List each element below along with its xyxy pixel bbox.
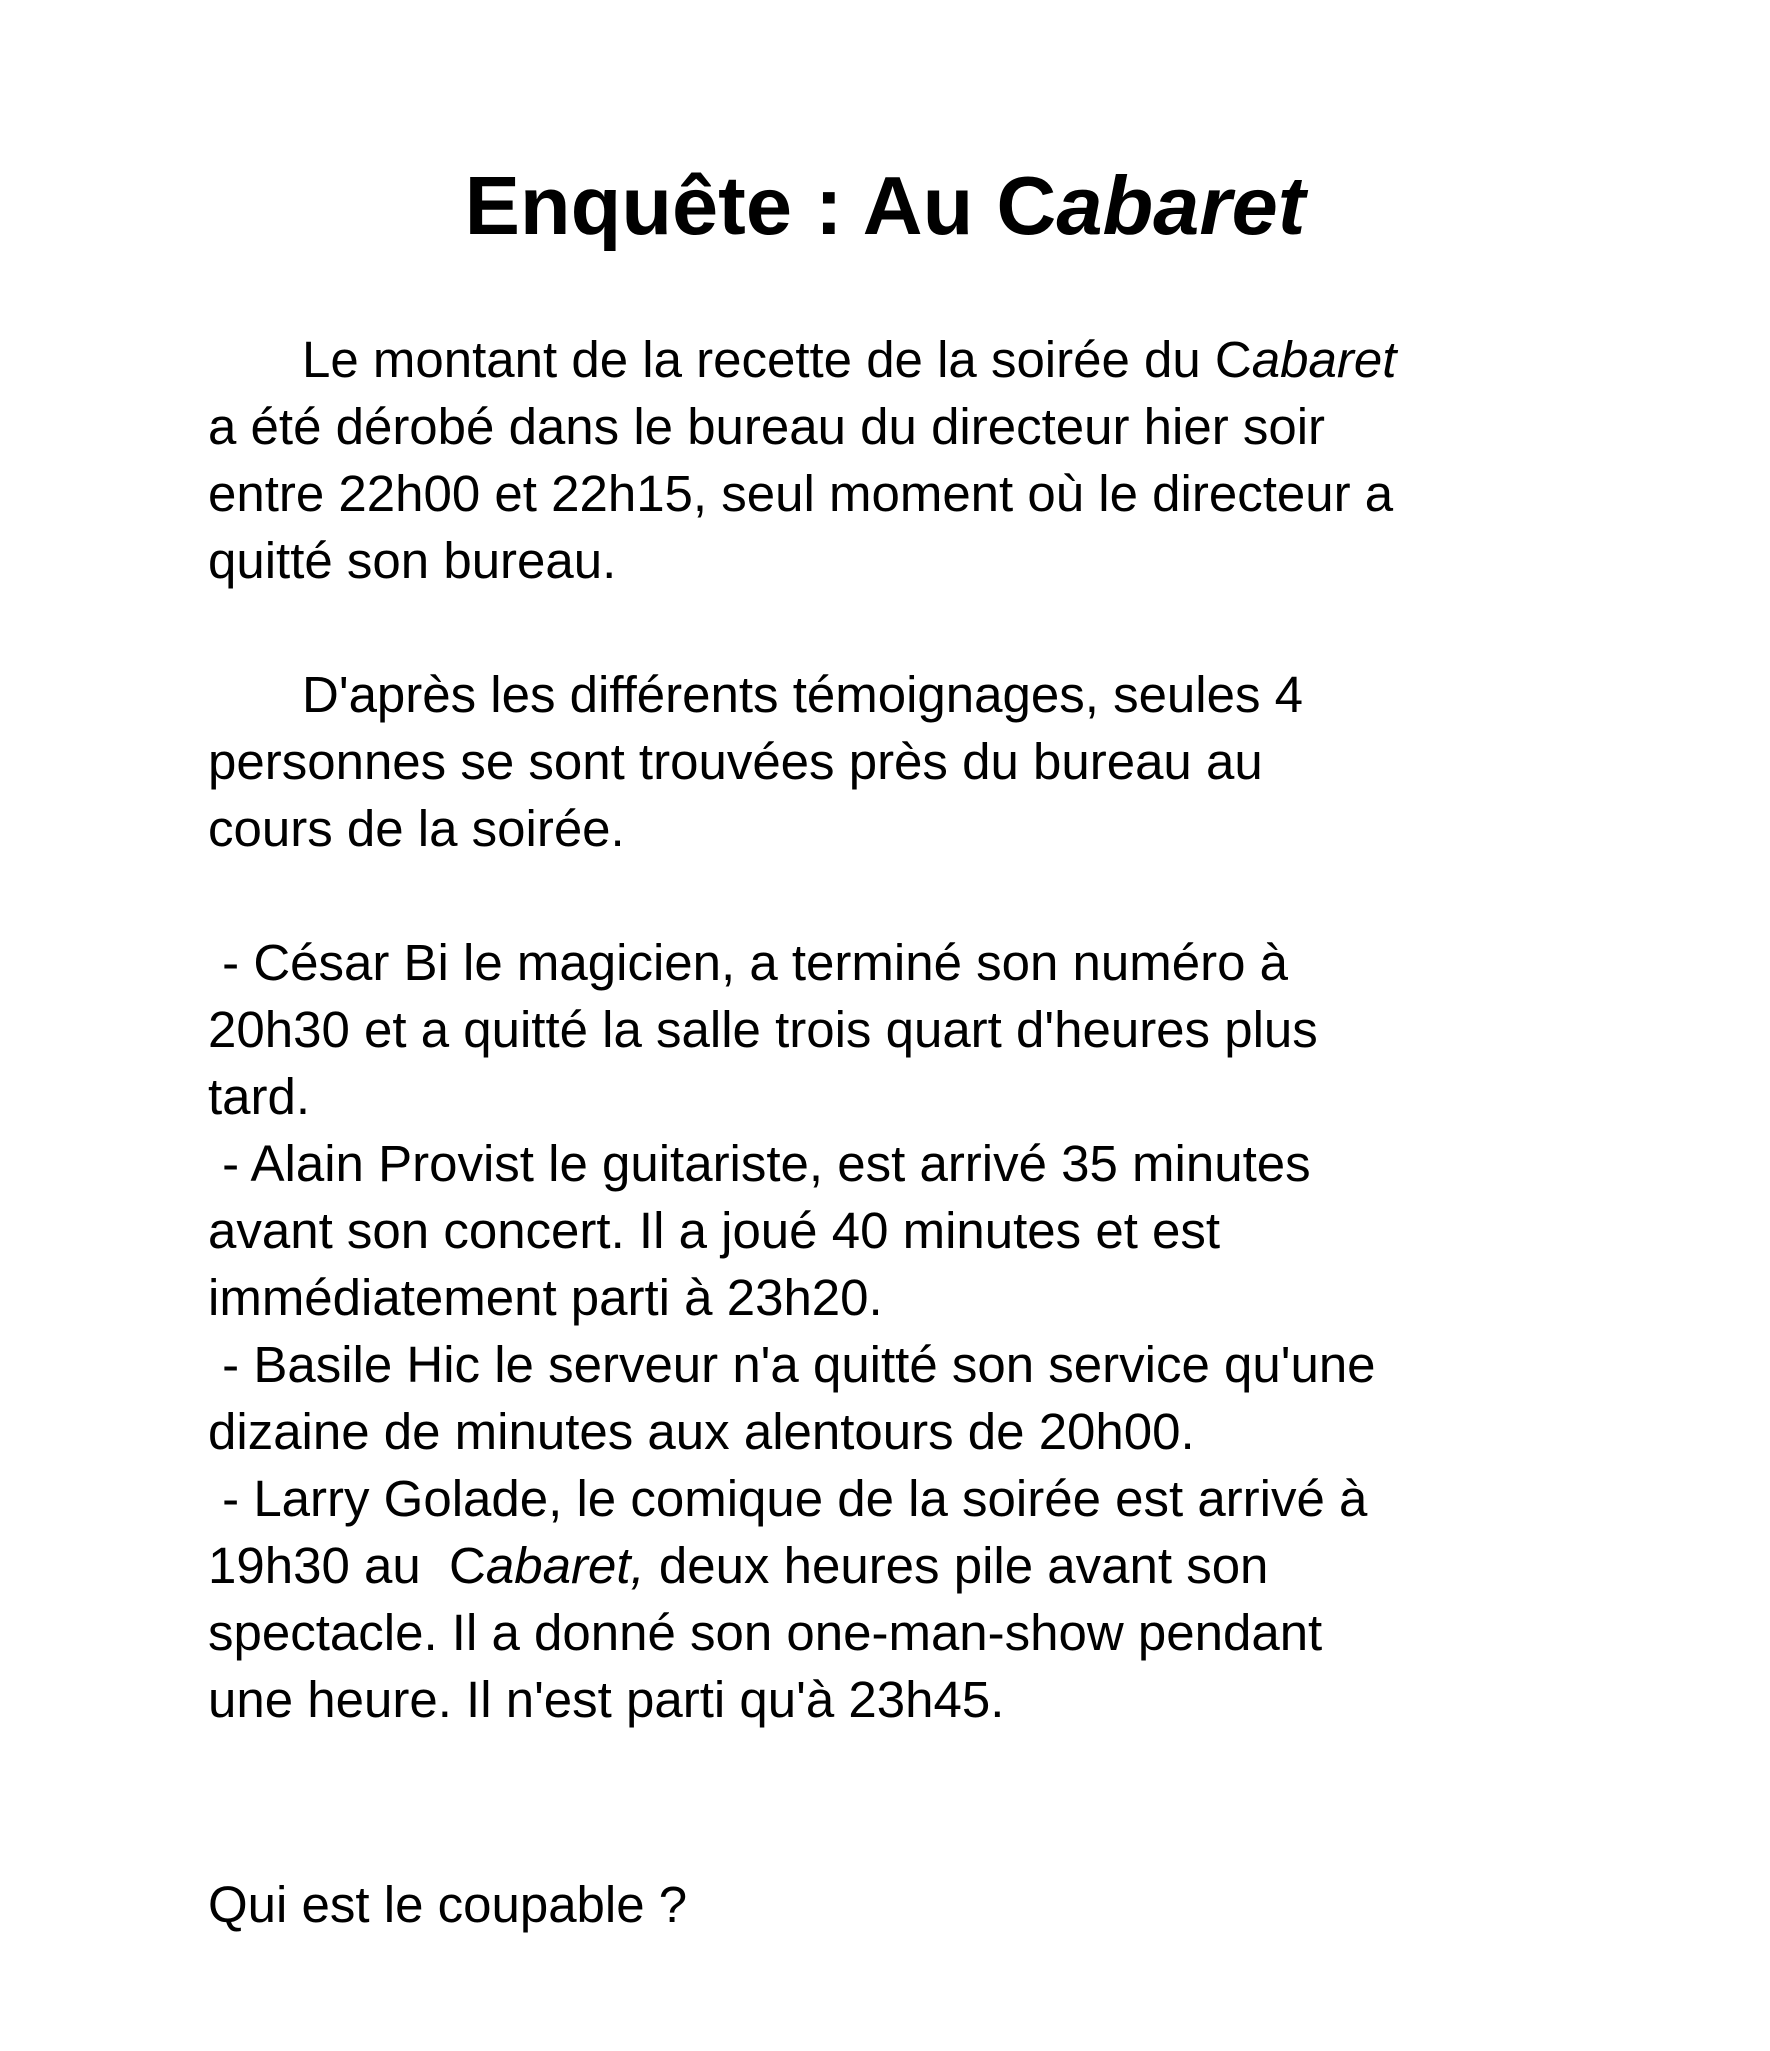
text-line: tard. [208, 1068, 311, 1125]
document-body [208, 326, 1608, 1733]
text-line: une heure. Il n'est parti qu'à 23h45. [208, 1671, 1005, 1728]
text-line: a été dérobé dans le bureau du directeur hier soir [208, 398, 1326, 455]
title-italic: abaret [1056, 159, 1306, 252]
suspect-alain [208, 1130, 1608, 1331]
text-line: quitté son bureau. [208, 532, 617, 589]
suspect-basile [208, 1331, 1608, 1465]
text-line: - Larry Golade, le comique de la soirée est arrivé à [208, 1470, 1368, 1527]
suspect-cesar [208, 929, 1608, 1130]
context-paragraph [208, 661, 1608, 862]
text-line: 20h30 et a quitté la salle trois quart d'heures plus [208, 1001, 1318, 1058]
text-line: personnes se sont trouvées près du bureau au [208, 733, 1263, 790]
text-line: - César Bi le magicien, a terminé son numéro à [208, 934, 1288, 991]
text-line: cours de la soirée. [208, 800, 625, 857]
text-line: spectacle. Il a donné son one-man-show pendant [208, 1604, 1323, 1661]
suspect-larry [208, 1465, 1608, 1733]
text-line: immédiatement parti à 23h20. [208, 1269, 883, 1326]
text-line: - Alain Provist le guitariste, est arrivé 35 minutes [208, 1135, 1311, 1192]
page-title [0, 158, 1770, 254]
text-line: dizaine de minutes aux alentours de 20h00. [208, 1403, 1195, 1460]
text-line: entre 22h00 et 22h15, seul moment où le directeur a [208, 465, 1394, 522]
text-line: - Basile Hic le serveur n'a quitté son service qu'une [208, 1336, 1376, 1393]
suspect-list [208, 929, 1608, 1733]
question-text: Qui est le coupable ? [208, 1876, 688, 1933]
text-line: avant son concert. Il a joué 40 minutes et est [208, 1202, 1221, 1259]
intro-paragraph [208, 326, 1608, 594]
text-line: D'après les différents témoignages, seules 4 [302, 666, 1304, 723]
title-prefix: Enquête : Au C [464, 159, 1057, 252]
text-line: Le montant de la recette de la soirée du Cabaret [302, 331, 1397, 388]
text-line: 19h30 au Cabaret, deux heures pile avant son [208, 1537, 1269, 1594]
